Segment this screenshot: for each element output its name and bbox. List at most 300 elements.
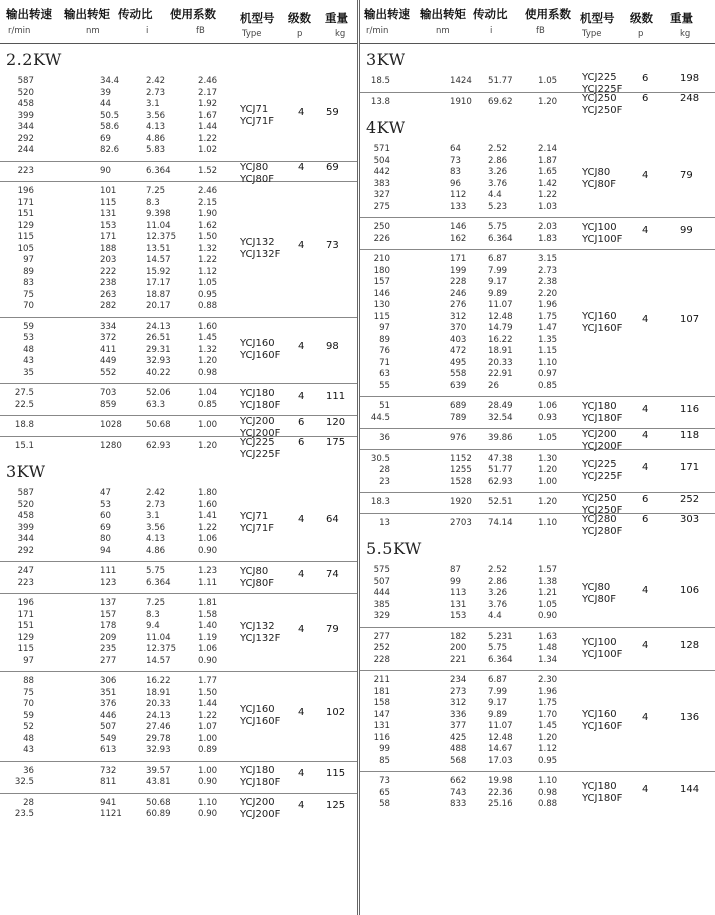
group-rows [360, 772, 715, 815]
ratio-cell: 28.49 [488, 401, 513, 411]
speed-cell: 344 [17, 122, 34, 132]
model-name: YCJ132 [240, 620, 275, 632]
torque-cell: 123 [100, 577, 117, 588]
header-torque: 输出转矩 [420, 7, 466, 21]
ratio-cell: 6.364 [488, 233, 513, 244]
ratio-cell: 4.13 [146, 122, 166, 132]
factor-cell: 1.96 [538, 686, 558, 697]
speed-cell: 147 [373, 709, 390, 720]
stage-value: 6 [642, 514, 649, 526]
factor-cell: 1.20 [538, 732, 558, 743]
model-name: YCJ200 [582, 429, 617, 440]
torque-cell: 112 [450, 190, 467, 200]
speed-cell: 442 [373, 167, 390, 177]
factor-cell: 1.77 [198, 676, 218, 686]
factor-cell: 1.75 [538, 311, 558, 322]
weight-value: 79 [326, 623, 339, 635]
factor-cell: 1.22 [198, 710, 218, 721]
torque-cell: 238 [100, 278, 117, 288]
model-name: YCJ160F [582, 721, 623, 732]
model-name: YCJ71F [240, 116, 274, 128]
stage-value: 4 [298, 107, 305, 119]
model-name: YCJ225 [582, 72, 617, 83]
torque-cell: 403 [450, 334, 467, 345]
torque-cell: 34.4 [100, 76, 120, 86]
ratio-cell: 6.364 [146, 577, 171, 588]
ratio-cell: 3.56 [146, 110, 166, 121]
speed-cell: 18.5 [370, 76, 390, 86]
factor-cell: 1.38 [538, 576, 558, 587]
speed-cell: 130 [373, 300, 390, 310]
torque-cell: 263 [100, 289, 117, 300]
ratio-cell: 4.86 [146, 133, 166, 144]
ratio-cell: 32.93 [146, 745, 171, 755]
speed-cell: 399 [17, 110, 34, 121]
ratio-cell: 25.16 [488, 799, 513, 809]
model-name: YCJ200F [240, 809, 281, 820]
speed-cell: 146 [373, 288, 390, 299]
group-rows [360, 561, 715, 627]
ratio-cell: 24.13 [146, 710, 171, 721]
stage-value: 6 [298, 416, 305, 428]
table-row [360, 710, 715, 722]
torque-cell: 234 [450, 675, 467, 685]
table-row [360, 454, 715, 466]
speed-cell: 65 [379, 787, 390, 798]
stage-value: 4 [642, 403, 649, 415]
speed-cell: 115 [373, 311, 390, 322]
torque-cell: 703 [100, 388, 117, 398]
stage-value: 4 [298, 240, 305, 252]
torque-cell: 976 [450, 433, 467, 443]
speed-cell: 151 [17, 209, 34, 219]
table-row [0, 656, 357, 668]
torque-cell: 282 [100, 301, 117, 311]
speed-cell: 28 [379, 465, 390, 475]
model-name: YCJ71 [240, 510, 269, 522]
header-type: 机型号 [580, 11, 615, 25]
ratio-cell: 62.93 [488, 476, 513, 487]
model-name: YCJ180 [582, 400, 617, 412]
unit-i: i [146, 26, 149, 36]
unit-type: Type [242, 29, 262, 39]
model-type [582, 709, 622, 733]
factor-cell: 1.62 [198, 220, 218, 231]
torque-cell: 53 [100, 499, 111, 510]
ratio-cell: 6.364 [488, 654, 513, 665]
table-row [360, 577, 715, 589]
model-name: YCJ180F [582, 412, 623, 424]
spec-group [0, 794, 357, 825]
table-row [360, 643, 715, 655]
model-name: YCJ80 [240, 161, 269, 173]
factor-cell: 2.30 [538, 675, 558, 685]
factor-cell: 3.15 [538, 254, 558, 264]
table-row [360, 465, 715, 477]
factor-cell: 0.90 [198, 545, 218, 556]
ratio-cell: 6.87 [488, 675, 508, 685]
factor-cell: 0.93 [538, 412, 558, 423]
factor-cell: 0.90 [198, 655, 218, 666]
factor-cell: 1.00 [198, 765, 218, 776]
ratio-cell: 18.91 [146, 687, 171, 698]
model-name: YCJ80F [240, 577, 274, 589]
table-row [360, 179, 715, 191]
factor-cell: 1.67 [198, 110, 218, 121]
table-row [360, 254, 715, 266]
torque-cell: 221 [450, 654, 467, 665]
model-type [240, 388, 280, 412]
factor-cell: 1.41 [198, 511, 218, 521]
spec-group [0, 436, 357, 460]
ratio-cell: 4.13 [146, 534, 166, 544]
model-name: YCJ80 [240, 565, 269, 577]
factor-cell: 1.00 [538, 476, 558, 487]
spec-group [360, 561, 715, 628]
ratio-cell: 11.07 [488, 721, 513, 731]
model-name: YCJ160F [240, 716, 281, 728]
stage-value: 6 [642, 93, 649, 105]
ratio-cell: 6.87 [488, 254, 508, 264]
ratio-cell: 39.57 [146, 765, 171, 776]
torque-cell: 157 [100, 609, 117, 620]
torque-cell: 941 [100, 797, 117, 808]
model-name: YCJ71F [240, 522, 274, 534]
ratio-cell: 2.86 [488, 155, 508, 166]
factor-cell: 1.45 [198, 333, 218, 343]
model-name: YCJ180F [582, 793, 623, 805]
spec-group [0, 484, 357, 562]
speed-cell: 277 [373, 631, 390, 642]
torque-cell: 495 [450, 357, 467, 368]
power-rating: 3KW [6, 462, 46, 481]
factor-cell: 1.05 [538, 599, 558, 610]
stage-value: 4 [642, 584, 649, 596]
factor-cell: 2.20 [538, 288, 558, 299]
model-name: YCJ80 [582, 581, 611, 593]
speed-cell: 51 [379, 401, 390, 411]
header-type: 机型号 [240, 11, 275, 25]
torque-cell: 472 [450, 346, 467, 356]
speed-cell: 48 [23, 344, 34, 355]
spec-group [0, 72, 357, 162]
stage-value: 6 [642, 72, 649, 84]
torque-cell: 50.5 [100, 110, 120, 121]
torque-cell: 94 [100, 545, 111, 556]
ratio-cell: 7.99 [488, 265, 508, 276]
speed-cell: 89 [23, 266, 34, 277]
ratio-cell: 32.54 [488, 412, 513, 423]
factor-cell: 1.23 [198, 566, 218, 576]
header-factor: 使用系数 [525, 7, 571, 21]
ratio-cell: 52.51 [488, 497, 513, 507]
spec-group [0, 162, 357, 183]
torque-cell: 425 [450, 732, 467, 743]
torque-cell: 370 [450, 323, 467, 333]
unit-i: i [490, 26, 493, 36]
stage-value: 6 [642, 493, 649, 505]
stage-value: 4 [642, 224, 649, 236]
speed-cell: 63 [379, 369, 390, 379]
table-row [0, 356, 357, 368]
ratio-cell: 2.42 [146, 488, 166, 498]
table-row [360, 687, 715, 699]
speed-cell: 43 [23, 745, 34, 755]
table-row [0, 368, 357, 380]
table-row [0, 610, 357, 622]
unit-kg: kg [680, 29, 691, 39]
speed-cell: 36 [23, 765, 34, 776]
model-name: YCJ80F [582, 593, 616, 605]
ratio-cell: 5.83 [146, 145, 166, 155]
speed-cell: 226 [373, 233, 390, 244]
torque-cell: 376 [100, 699, 117, 709]
table-row [360, 799, 715, 811]
ratio-cell: 8.3 [146, 609, 160, 620]
factor-cell: 2.46 [198, 186, 218, 196]
factor-cell: 1.81 [198, 598, 218, 608]
torque-cell: 662 [450, 776, 467, 786]
speed-cell: 89 [379, 334, 390, 345]
ratio-cell: 14.79 [488, 323, 513, 333]
speed-cell: 97 [23, 655, 34, 666]
speed-cell: 180 [373, 265, 390, 276]
ratio-cell: 9.89 [488, 288, 508, 299]
torque-cell: 171 [450, 254, 467, 264]
factor-cell: 0.90 [198, 809, 218, 819]
ratio-cell: 3.56 [146, 522, 166, 533]
speed-cell: 52 [23, 722, 34, 732]
stage-value: 4 [298, 513, 305, 525]
factor-cell: 0.98 [538, 787, 558, 798]
factor-cell: 0.90 [538, 611, 558, 621]
model-name: YCJ180 [240, 765, 275, 776]
torque-cell: 131 [450, 599, 467, 610]
speed-cell: 115 [17, 232, 34, 242]
ratio-cell: 51.77 [488, 465, 513, 475]
torque-cell: 153 [450, 611, 467, 621]
torque-cell: 178 [100, 621, 117, 631]
table-row [0, 644, 357, 656]
model-name: YCJ80F [582, 178, 616, 190]
ratio-cell: 4.4 [488, 611, 502, 621]
torque-cell: 336 [450, 709, 467, 720]
speed-cell: 504 [373, 155, 390, 166]
factor-cell: 1.22 [198, 133, 218, 144]
table-row [360, 632, 715, 644]
speed-cell: 158 [373, 698, 390, 708]
stage-value: 4 [642, 314, 649, 325]
torque-cell: 131 [100, 209, 117, 219]
table-row [360, 675, 715, 687]
model-name: YCJ132 [240, 237, 275, 249]
model-name: YCJ180F [240, 777, 281, 788]
factor-cell: 1.96 [538, 300, 558, 310]
table-row [360, 588, 715, 600]
model-type [240, 797, 280, 821]
table-row [360, 190, 715, 202]
factor-cell: 0.85 [538, 380, 558, 391]
speed-cell: 575 [373, 565, 390, 575]
factor-cell: 1.19 [198, 632, 218, 643]
model-name: YCJ280 [582, 513, 617, 525]
model-type [582, 637, 622, 661]
weight-value: 102 [326, 707, 346, 719]
factor-cell: 1.22 [198, 255, 218, 265]
factor-cell: 1.12 [538, 744, 558, 754]
table-row [0, 76, 357, 88]
factor-cell: 1.00 [198, 420, 218, 430]
power-rating: 3KW [366, 50, 406, 69]
torque-cell: 188 [100, 243, 117, 254]
speed-cell: 275 [373, 201, 390, 212]
ratio-cell: 4.4 [488, 190, 502, 200]
torque-cell: 732 [100, 765, 117, 776]
ratio-cell: 60.89 [146, 809, 171, 819]
table-row [360, 721, 715, 733]
group-rows [360, 140, 715, 217]
weight-value: 115 [326, 768, 346, 779]
table-row [0, 88, 357, 100]
factor-cell: 1.07 [198, 722, 218, 732]
table-row [360, 289, 715, 301]
table-row [0, 278, 357, 290]
factor-cell: 1.58 [198, 609, 218, 620]
factor-cell: 1.75 [538, 698, 558, 708]
spec-group [360, 450, 715, 494]
unit-nm: nm [86, 26, 100, 36]
factor-cell: 1.50 [198, 232, 218, 242]
speed-cell: 571 [373, 144, 390, 154]
group-rows [360, 218, 715, 249]
table-row [360, 611, 715, 623]
spec-group [0, 416, 357, 437]
ratio-cell: 43.81 [146, 777, 171, 787]
model-type [582, 459, 622, 483]
spec-group [360, 429, 715, 450]
torque-cell: 613 [100, 745, 117, 755]
torque-cell: 228 [450, 277, 467, 287]
model-type [582, 311, 622, 335]
ratio-cell: 32.93 [146, 356, 171, 366]
ratio-cell: 17.17 [146, 278, 171, 288]
model-type [582, 781, 622, 805]
ratio-cell: 24.13 [146, 321, 171, 332]
table-row [360, 312, 715, 324]
speed-cell: 105 [17, 243, 34, 254]
header-ratio: 传动比 [118, 7, 153, 21]
model-name: YCJ250F [582, 104, 623, 116]
weight-value: 144 [680, 784, 700, 796]
speed-cell: 385 [373, 599, 390, 610]
torque-cell: 80 [100, 534, 111, 544]
speed-cell: 30.5 [370, 453, 390, 464]
unit-rmin: r/min [366, 26, 389, 36]
factor-cell: 0.95 [198, 289, 218, 300]
ratio-cell: 20.17 [146, 301, 171, 311]
header-weight: 重量 [325, 11, 348, 25]
speed-cell: 44.5 [370, 412, 390, 423]
spec-group [360, 513, 715, 537]
torque-cell: 90 [100, 165, 111, 176]
factor-cell: 1.06 [538, 401, 558, 411]
weight-value: 79 [680, 169, 693, 181]
speed-cell: 58 [379, 799, 390, 809]
speed-cell: 444 [373, 588, 390, 598]
factor-cell: 1.02 [198, 145, 218, 155]
torque-cell: 811 [100, 777, 117, 787]
ratio-cell: 52.06 [146, 388, 171, 398]
speed-cell: 292 [17, 133, 34, 144]
weight-value: 107 [680, 314, 700, 325]
torque-cell: 113 [450, 588, 467, 598]
weight-value: 136 [680, 712, 700, 723]
speed-cell: 520 [17, 87, 34, 98]
weight-value: 59 [326, 107, 339, 119]
factor-cell: 1.20 [538, 96, 558, 107]
weight-value: 171 [680, 461, 700, 473]
ratio-cell: 6.364 [146, 165, 171, 176]
group-rows [360, 628, 715, 671]
speed-cell: 85 [379, 755, 390, 766]
model-name: YCJ160 [582, 311, 617, 322]
speed-cell: 507 [373, 576, 390, 587]
ratio-cell: 11.07 [488, 300, 513, 310]
speed-cell: 13 [379, 517, 390, 528]
table-row [360, 788, 715, 800]
table-row [360, 76, 715, 88]
table-row [0, 546, 357, 558]
torque-cell: 146 [450, 222, 467, 232]
ratio-cell: 5.75 [488, 222, 508, 232]
group-rows [360, 93, 715, 113]
factor-cell: 1.60 [198, 321, 218, 332]
factor-cell: 1.30 [538, 453, 558, 464]
factor-cell: 1.20 [198, 356, 218, 366]
table-row [360, 346, 715, 358]
ratio-cell: 14.57 [146, 655, 171, 666]
ratio-cell: 13.51 [146, 243, 171, 254]
speed-cell: 129 [17, 632, 34, 643]
ratio-cell: 5.231 [488, 631, 513, 642]
table-header [360, 0, 715, 44]
speed-cell: 151 [17, 621, 34, 631]
factor-cell: 0.95 [538, 755, 558, 766]
header-weight: 重量 [670, 11, 693, 25]
factor-cell: 0.97 [538, 369, 558, 379]
table-row [0, 722, 357, 734]
ratio-cell: 29.31 [146, 344, 171, 355]
ratio-cell: 9.398 [146, 209, 171, 219]
ratio-cell: 3.1 [146, 511, 160, 521]
torque-cell: 449 [100, 356, 117, 366]
ratio-cell: 18.91 [488, 346, 513, 356]
speed-cell: 196 [17, 186, 34, 196]
torque-cell: 182 [450, 631, 467, 642]
table-row [360, 497, 715, 509]
factor-cell: 1.12 [198, 266, 218, 277]
ratio-cell: 18.87 [146, 289, 171, 300]
ratio-cell: 2.73 [146, 499, 166, 510]
header-factor: 使用系数 [170, 7, 216, 21]
factor-cell: 1.48 [538, 643, 558, 653]
factor-cell: 0.88 [538, 799, 558, 809]
model-name: YCJ225F [240, 448, 281, 460]
model-type [240, 765, 280, 789]
ratio-cell: 14.67 [488, 744, 513, 754]
model-type [582, 401, 622, 425]
model-type [240, 237, 280, 261]
